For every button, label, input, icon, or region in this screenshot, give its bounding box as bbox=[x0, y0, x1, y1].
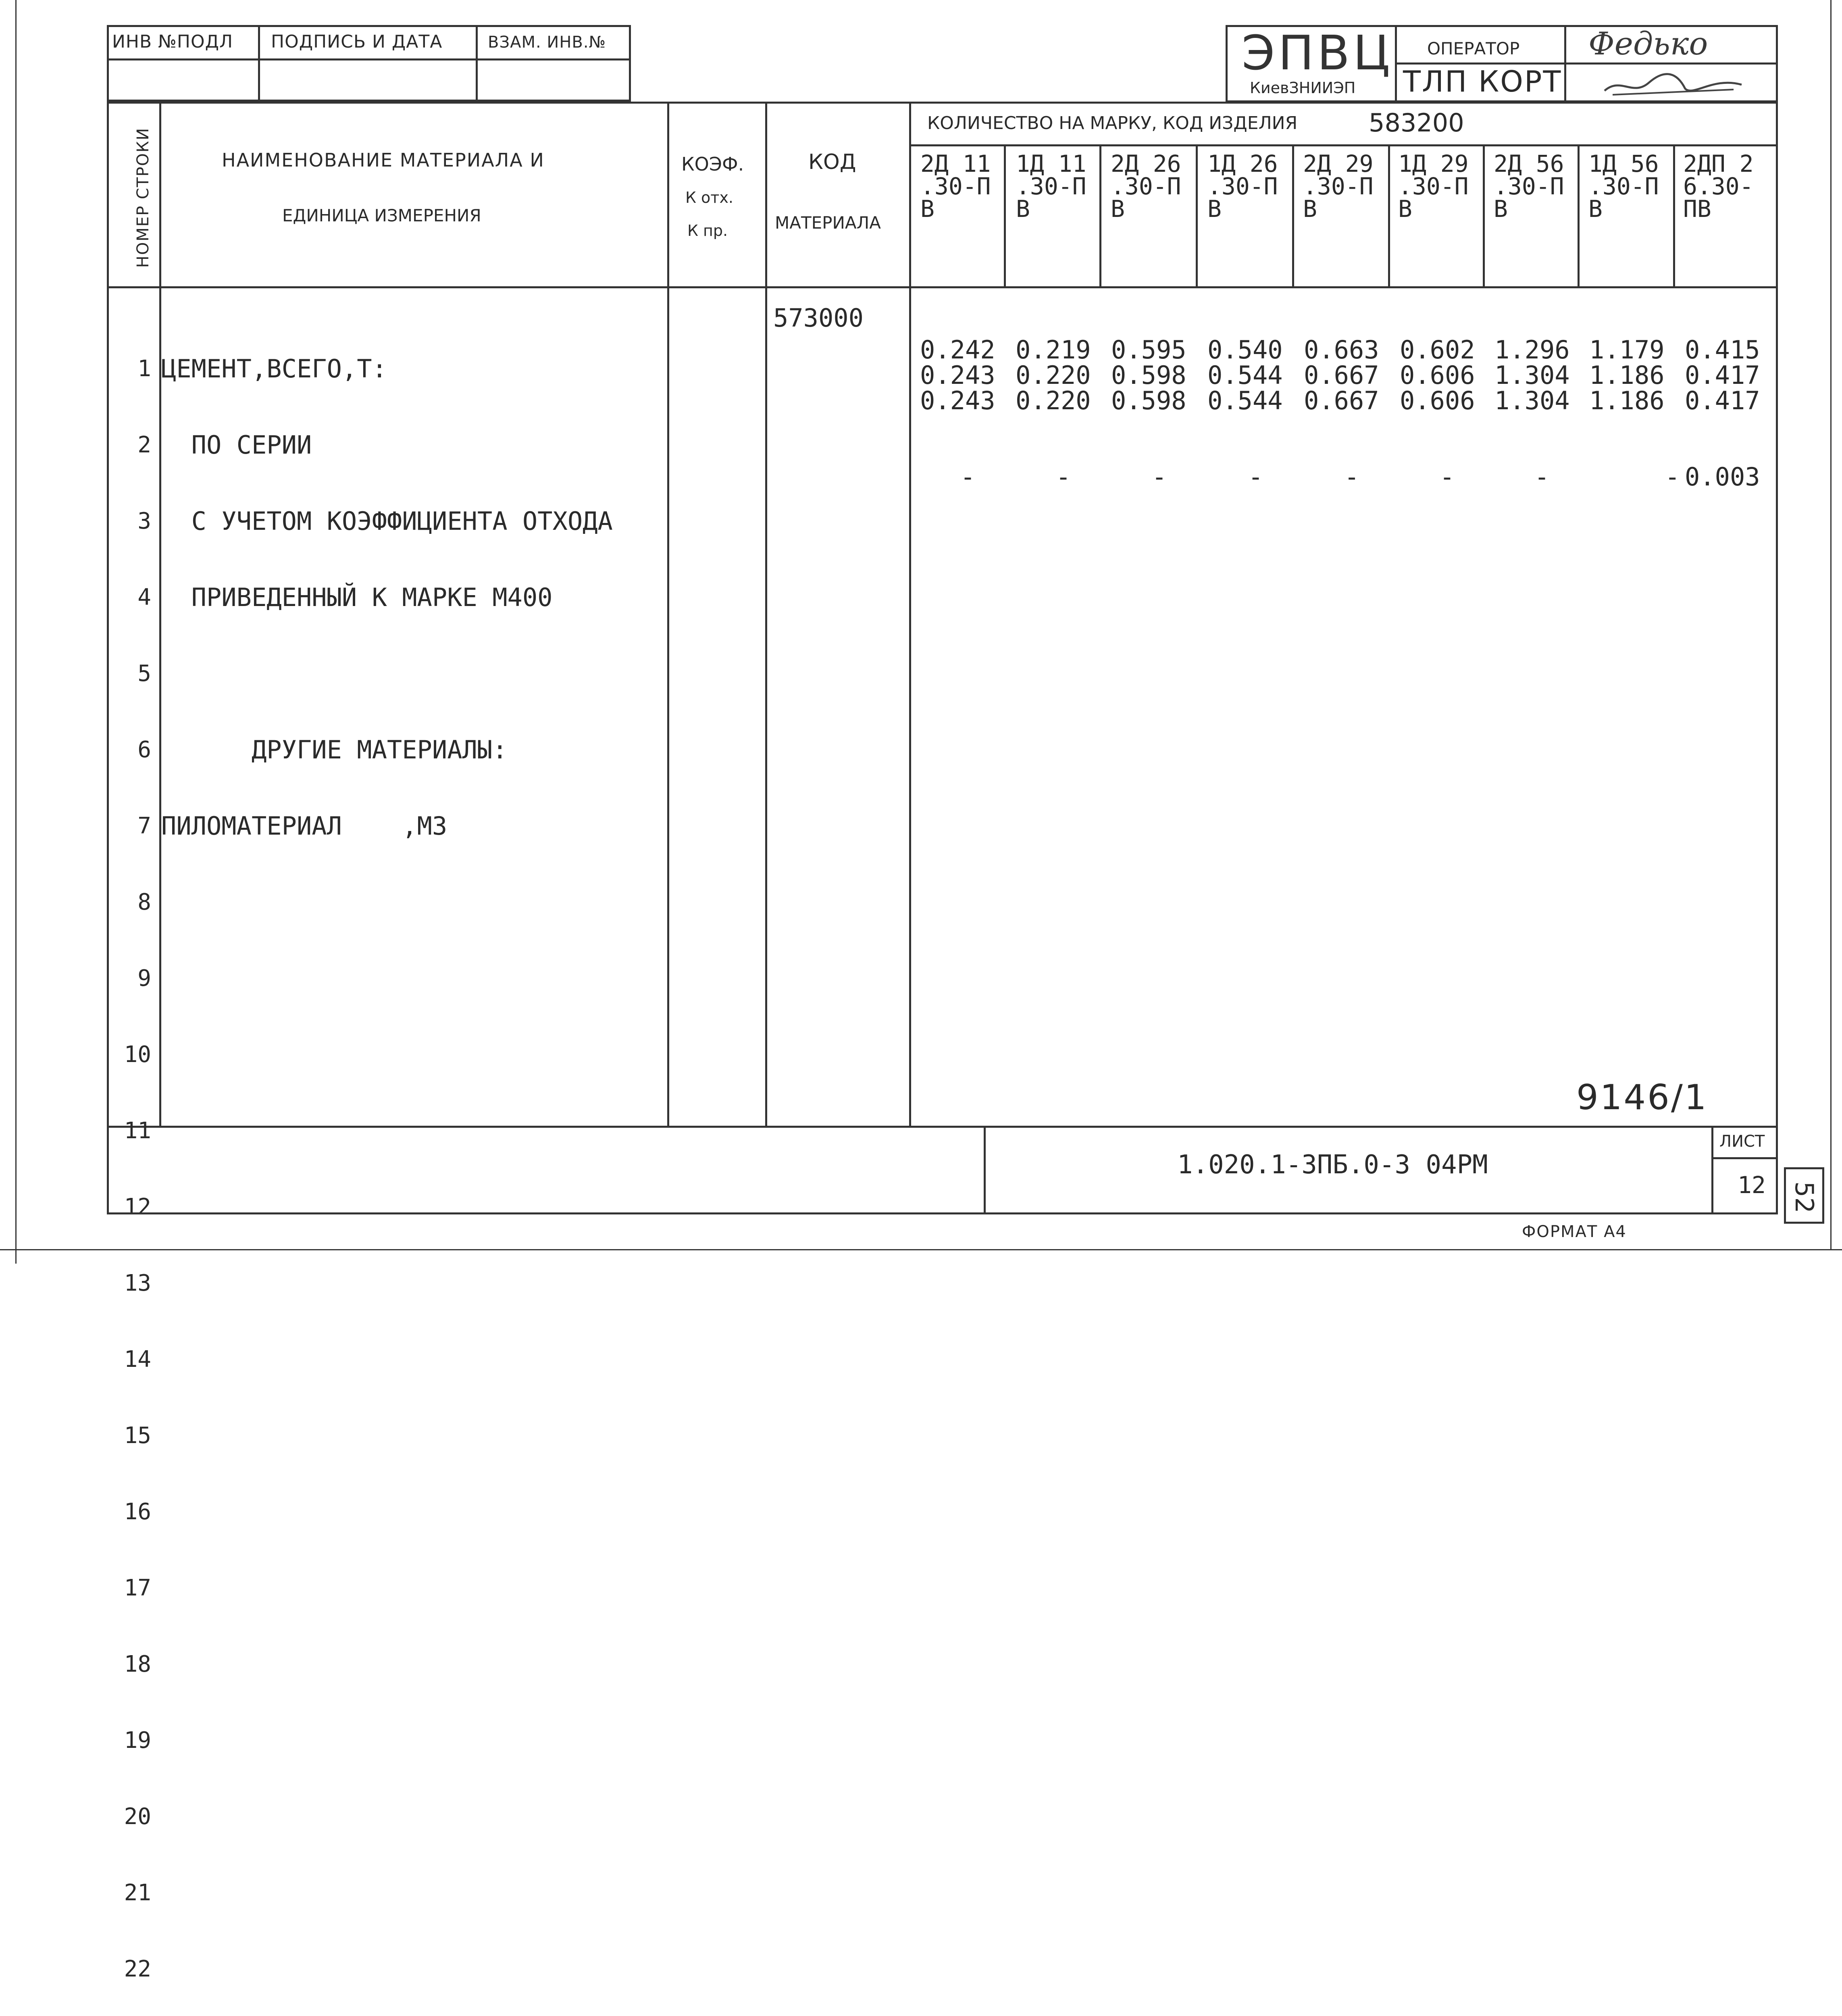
title-block bbox=[107, 1128, 1778, 1214]
code-header-line2: МАТЕРИАЛА bbox=[775, 213, 881, 233]
vzam-inv-label: ВЗАМ. ИНВ.№ bbox=[488, 33, 606, 52]
format-label: ФОРМАТ А4 bbox=[1522, 1223, 1627, 1241]
header-bottom-line bbox=[107, 286, 1778, 288]
value-cell: 1.179 bbox=[1589, 335, 1665, 364]
material-line: ДРУГИЕ МАТЕРИАЛЫ: bbox=[161, 735, 508, 764]
logo-epvc: ЭПВЦ bbox=[1242, 25, 1393, 81]
value-cell: 0.417 bbox=[1685, 386, 1760, 415]
value-cell: - bbox=[1665, 462, 1680, 492]
row-number: 7 bbox=[137, 813, 151, 839]
stamp-divider bbox=[476, 25, 478, 102]
value-cell: 0.606 bbox=[1400, 360, 1475, 390]
row-number: 5 bbox=[137, 660, 151, 687]
values-row-4 bbox=[920, 388, 1760, 413]
org-divider bbox=[1564, 62, 1778, 65]
material-line: ПО СЕРИИ bbox=[161, 430, 312, 460]
stamp-divider bbox=[107, 58, 631, 60]
operator-signature-name: Федько bbox=[1588, 26, 1708, 62]
value-cell: - bbox=[1055, 462, 1071, 492]
product-code: 583200 bbox=[1369, 108, 1464, 137]
value-cell: 0.415 bbox=[1685, 335, 1760, 364]
mark-col-line bbox=[1578, 144, 1580, 286]
operator-name: ТЛП КОРТ bbox=[1403, 65, 1562, 98]
value-cell: 0.598 bbox=[1111, 386, 1186, 415]
value-cell: 0.598 bbox=[1111, 360, 1186, 390]
operator-label: ОПЕРАТОР bbox=[1427, 39, 1520, 58]
mark-header-1: 2Д 11 .30-П В bbox=[920, 150, 991, 223]
value-cell: 0.544 bbox=[1207, 386, 1283, 415]
value-cell: - bbox=[1248, 462, 1263, 492]
value-cell: 0.602 bbox=[1400, 335, 1475, 364]
bottom-margin-line bbox=[0, 1249, 1842, 1250]
row-number: 8 bbox=[137, 889, 151, 915]
quantity-label: КОЛИЧЕСТВО НА МАРКУ, КОД ИЗДЕЛИЯ bbox=[927, 113, 1298, 133]
value-cell: 0.663 bbox=[1304, 335, 1379, 364]
mark-header-9: 2ДП 2 6.30- ПВ bbox=[1683, 150, 1754, 223]
row-number: 19 bbox=[124, 1727, 151, 1754]
side-number: 52 bbox=[1790, 1181, 1819, 1213]
stamp-divider bbox=[258, 25, 260, 102]
org-name: КиевЗНИИЭП bbox=[1250, 79, 1356, 97]
value-cell: - bbox=[1151, 462, 1167, 492]
row-number: 20 bbox=[124, 1804, 151, 1830]
designation: 1.020.1-3ПБ.0-3 04РМ bbox=[1177, 1150, 1488, 1180]
row-number: 21 bbox=[124, 1880, 151, 1906]
row-number: 2 bbox=[137, 432, 151, 458]
row-number: 1 bbox=[137, 356, 151, 382]
title-divider bbox=[1711, 1157, 1778, 1159]
value-cell: 0.243 bbox=[920, 386, 995, 415]
podpis-data-label: ПОДПИСЬ И ДАТА bbox=[271, 31, 443, 52]
value-cell: 1.304 bbox=[1494, 360, 1570, 390]
mark-header-2: 1Д 11 .30-П В bbox=[1016, 150, 1086, 223]
value-cell: - bbox=[960, 462, 976, 492]
material-line: ПИЛОМАТЕРИАЛ ,М3 bbox=[161, 811, 447, 841]
row-number-header: НОМЕР СТРОКИ bbox=[134, 127, 152, 268]
row-number: 22 bbox=[124, 1956, 151, 1982]
value-cell: 1.296 bbox=[1494, 335, 1570, 364]
row-number: 12 bbox=[124, 1194, 151, 1220]
signature-scribble bbox=[1596, 69, 1750, 102]
values-row-2 bbox=[920, 337, 1760, 362]
value-cell: 0.667 bbox=[1304, 360, 1379, 390]
title-divider bbox=[1711, 1128, 1713, 1214]
mark-header-4: 1Д 26 .30-П В bbox=[1207, 150, 1278, 223]
values-row-3 bbox=[920, 362, 1760, 388]
value-cell: 0.003 bbox=[1685, 462, 1760, 492]
values-row-7 bbox=[920, 462, 1760, 492]
value-cell: 0.595 bbox=[1111, 335, 1186, 364]
row-number: 14 bbox=[124, 1346, 151, 1372]
row-number: 9 bbox=[137, 965, 151, 991]
row-number: 16 bbox=[124, 1499, 151, 1525]
mark-col-line bbox=[1099, 144, 1101, 286]
material-names bbox=[161, 305, 613, 864]
title-divider bbox=[984, 1128, 986, 1214]
value-cell: 0.667 bbox=[1304, 386, 1379, 415]
left-margin-line bbox=[15, 0, 17, 1264]
value-cell: 0.540 bbox=[1207, 335, 1283, 364]
mark-col-line bbox=[1483, 144, 1485, 286]
value-cell: 0.243 bbox=[920, 360, 995, 390]
value-cell: 1.304 bbox=[1494, 386, 1570, 415]
mark-header-5: 2Д 29 .30-П В bbox=[1303, 150, 1374, 223]
inv-podl-label: ИНВ №ПОДЛ bbox=[112, 31, 233, 52]
material-header-line2: ЕДИНИЦА ИЗМЕРЕНИЯ bbox=[282, 206, 481, 225]
row-number: 18 bbox=[124, 1651, 151, 1677]
coef-header-line1: КОЭФ. bbox=[681, 153, 744, 175]
value-cell: - bbox=[1534, 462, 1550, 492]
row-number: 6 bbox=[137, 737, 151, 763]
header-line bbox=[909, 144, 1778, 146]
value-cell: - bbox=[1344, 462, 1359, 492]
col-line bbox=[909, 102, 911, 1128]
row-number: 10 bbox=[124, 1041, 151, 1068]
row-number: 13 bbox=[124, 1270, 151, 1296]
value-cell: 0.417 bbox=[1685, 360, 1760, 390]
row-number: 3 bbox=[137, 508, 151, 534]
row-number: 15 bbox=[124, 1422, 151, 1449]
value-cell: 0.606 bbox=[1400, 386, 1475, 415]
mark-header-8: 1Д 56 .30-П В bbox=[1588, 150, 1659, 223]
material-line bbox=[161, 661, 613, 686]
value-cell: 0.219 bbox=[1016, 335, 1091, 364]
value-cell: 0.220 bbox=[1016, 360, 1091, 390]
material-header-line1: НАИМЕНОВАНИЕ МАТЕРИАЛА И bbox=[222, 149, 545, 171]
mark-header-6: 1Д 29 .30-П В bbox=[1398, 150, 1469, 223]
mark-header-7: 2Д 56 .30-П В bbox=[1494, 150, 1564, 223]
value-cell: 0.220 bbox=[1016, 386, 1091, 415]
code-header-line1: КОД bbox=[808, 150, 856, 174]
value-cell: 0.242 bbox=[920, 335, 995, 364]
doc-number: 9146/1 bbox=[1576, 1077, 1708, 1118]
mark-col-line bbox=[1004, 144, 1006, 286]
mark-col-line bbox=[1292, 144, 1294, 286]
sheet-number: 12 bbox=[1738, 1171, 1766, 1199]
row-number: 17 bbox=[124, 1575, 151, 1601]
value-cell: 0.544 bbox=[1207, 360, 1283, 390]
sheet-label: ЛИСТ bbox=[1719, 1132, 1765, 1151]
mark-col-line bbox=[1196, 144, 1198, 286]
coef-header-line3: К пр. bbox=[687, 222, 728, 240]
mark-header-3: 2Д 26 .30-П В bbox=[1111, 150, 1181, 223]
value-cell: 1.186 bbox=[1589, 386, 1665, 415]
coef-header-line2: К отх. bbox=[685, 189, 734, 206]
mark-col-line bbox=[1388, 144, 1390, 286]
material-code: 573000 bbox=[773, 303, 864, 333]
col-line bbox=[667, 102, 669, 1128]
col-line bbox=[765, 102, 767, 1128]
value-cell: 1.186 bbox=[1589, 360, 1665, 390]
material-line: ПРИВЕДЕННЫЙ К МАРКЕ М400 bbox=[161, 583, 553, 612]
material-line: ЦЕМЕНТ,ВСЕГО,Т: bbox=[161, 354, 387, 383]
row-number: 4 bbox=[137, 584, 151, 610]
material-line: С УЧЕТОМ КОЭФФИЦИЕНТА ОТХОДА bbox=[161, 506, 613, 536]
row-number: 11 bbox=[124, 1118, 151, 1144]
right-margin-line bbox=[1830, 0, 1832, 1249]
value-cell: - bbox=[1439, 462, 1455, 492]
mark-col-line bbox=[1673, 144, 1675, 286]
